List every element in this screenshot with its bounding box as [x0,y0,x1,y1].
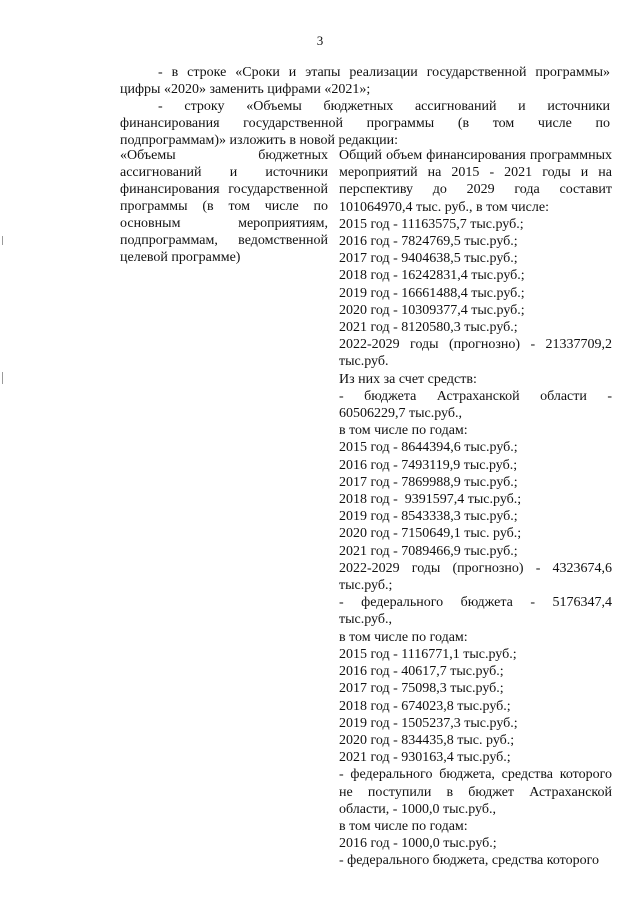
federal-year-2016: 2016 год - 40617,7 тыс.руб.; [339,664,504,680]
passport-row-value [339,147,612,870]
total-financing-intro: Общий объем финансирования программных мероприятий на 2015 - 2021 годы и на перспективу до 2029 года составит 101064970,4 тыс. руб., в том числе: [339,148,612,215]
federal-year-2021: 2021 год - 930163,4 тыс.руб.; [339,750,511,766]
federal-budget-intro: - федерального бюджета - 5176347,4 тыс.руб., [339,595,612,628]
federal-year-2017: 2017 год - 75098,3 тыс.руб.; [339,681,504,697]
total-year-2015: 2015 год - 11163575,7 тыс.руб.; [339,216,524,232]
sources-heading: Из них за счет средств: [339,371,477,387]
total-forecast: 2022-2029 годы (прогнозно) - 21337709,2 тыс.руб. [339,337,612,370]
federal-not-received-intro: - федерального бюджета, средства которого не поступили в бюджет Астраханской области, - 1000,0 тыс.руб., [339,767,612,817]
regional-year-2015: 2015 год - 8644394,6 тыс.руб.; [339,440,518,456]
federal-not-received-year-2016: 2016 год - 1000,0 тыс.руб.; [339,836,497,852]
regional-year-2020: 2020 год - 7150649,1 тыс. руб.; [339,526,522,542]
regional-year-2016: 2016 год - 7493119,9 тыс.руб.; [339,457,518,473]
total-year-2017: 2017 год - 9404638,5 тыс.руб.; [339,251,518,267]
intro-item-2-line-1: - строку «Объемы бюджетных ассигнований и источники [158,99,610,114]
total-year-2016: 2016 год - 7824769,5 тыс.руб.; [339,234,518,250]
scan-margin-mark [2,236,3,245]
total-year-2019: 2019 год - 16661488,4 тыс.руб.; [339,285,525,301]
regional-by-years-label: в том числе по годам: [339,423,468,439]
federal-year-2019: 2019 год - 1505237,3 тыс.руб.; [339,715,518,731]
regional-forecast: 2022-2029 годы (прогнозно) - 4323674,6 тыс.руб.; [339,560,612,594]
passport-row-label-text: «Объемы бюджетных ассигнований и источники финансирования государственной программы (в том числе по основным мероприятиям, подпрограммам, ведомственной целевой программе) [120,148,328,265]
regional-year-2018: 2018 год - 9391597,4 тыс.руб.; [339,492,522,508]
passport-row-label [120,147,328,266]
federal-by-years-label: в том числе по годам: [339,629,468,645]
intro-item-2-line-2: финансирования государственной программы (в том числе по [120,116,610,131]
regional-budget-intro: - бюджета Астраханской области - 60506229,7 тыс.руб., [339,388,612,422]
intro-item-1: - в строке «Сроки и этапы реализации государственной программы» цифры «2020» заменить цифрами «2021»; [120,65,610,97]
federal-not-received-by-years-label: в том числе по годам: [339,818,468,834]
regional-year-2021: 2021 год - 7089466,9 тыс.руб.; [339,543,518,559]
regional-year-2019: 2019 год - 8543338,3 тыс.руб.; [339,509,518,525]
federal-year-2020: 2020 год - 834435,8 тыс. руб.; [339,732,515,748]
intro-item-2-line-3: подпрограммам)» изложить в новой редакции: [120,133,398,148]
federal-year-2015: 2015 год - 1116771,1 тыс.руб.; [339,646,517,662]
scan-margin-mark [2,372,3,384]
intro-paragraphs [120,64,610,149]
regional-year-2017: 2017 год - 7869988,9 тыс.руб.; [339,474,518,490]
federal-year-2018: 2018 год - 674023,8 тыс.руб.; [339,698,511,714]
page-number: 3 [316,33,324,48]
total-year-2020: 2020 год - 10309377,4 тыс.руб.; [339,302,525,318]
federal-budget-tail: - федерального бюджета, средства которого [339,853,599,869]
total-year-2018: 2018 год - 16242831,4 тыс.руб.; [339,268,525,284]
total-year-2021: 2021 год - 8120580,3 тыс.руб.; [339,320,518,336]
